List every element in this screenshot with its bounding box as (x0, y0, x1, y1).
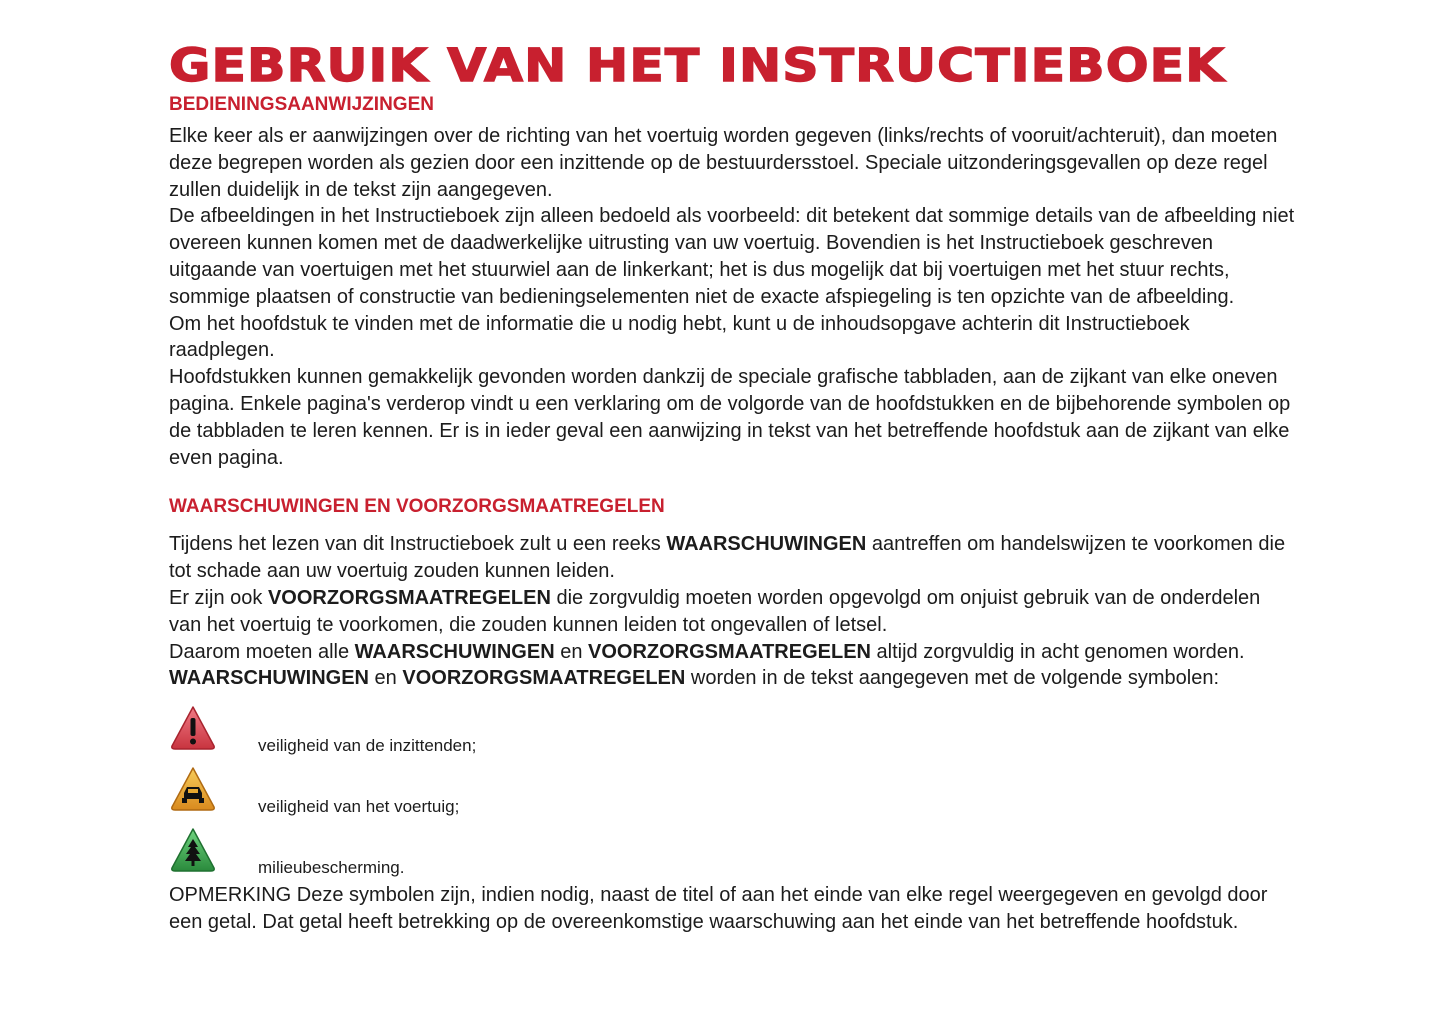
bold-term: VOORZORGSMAATREGELEN (402, 667, 686, 690)
car-warning-icon (169, 765, 217, 813)
text-line: OPMERKING Deze symbolen zijn, indien nodig, naast de titel of aan het einde van elke regel weergegeven en gevolgd door (169, 884, 1268, 907)
text-line: de tabbladen te leren kennen. Er is in ieder geval een aanwijzing in tekst van het betreffende hoofdstuk aan de zijkant van elke (169, 419, 1290, 442)
symbol-legend (169, 704, 1369, 887)
text-line: Hoofdstukken kunnen gemakkelijk gevonden worden dankzij de speciale grafische tabbladen, aan de zijkant van elke oneven (169, 366, 1278, 389)
text-line: van het voertuig te voorkomen, die zouden kunnen leiden tot ongevallen of letsel. (169, 613, 888, 636)
symbol-label: milieubescherming. (258, 858, 405, 878)
bold-term: VOORZORGSMAATREGELEN (588, 640, 871, 663)
text-line: WAARSCHUWINGEN en VOORZORGSMAATREGELEN worden in de tekst aangegeven met de volgende symbolen: (169, 667, 1220, 690)
text-line: Er zijn ook VOORZORGSMAATREGELEN die zorgvuldig moeten worden opgevolgd om onjuist gebruik van de onderdelen (169, 586, 1261, 609)
text-line: uitgaande van voertuigen met het stuurwiel aan de linkerkant; het is dus mogelijk dat bij voertuigen met het stuur rechts, (169, 258, 1230, 281)
symbol-row-vehicle-safety (169, 765, 1369, 826)
bold-term: VOORZORGSMAATREGELEN (267, 586, 551, 609)
text-line: zullen duidelijk in de tekst zijn aangegeven. (169, 178, 553, 201)
tree-warning-icon (169, 826, 217, 874)
text-line: pagina. Enkele pagina's verderop vindt u een verklaring om de volgorde van de hoofdstukken en de bijbehorende symbolen op (169, 392, 1291, 415)
text-line: sommige plaatsen of constructie van bedieningselementen niet de exacte afspiegeling is ten opzichte van de afbeelding. (169, 285, 1235, 308)
exclamation-warning-icon (169, 704, 217, 752)
text-line: een getal. Dat getal heeft betrekking op de overeenkomstige waarschuwing aan het einde van het betreffende hoofdstuk. (169, 910, 1239, 933)
text-line: even pagina. (169, 446, 284, 469)
text-line: Tijdens het lezen van dit Instructieboek zult u een reeks WAARSCHUWINGEN aantreffen om handelswijzen te voorkomen die (169, 533, 1286, 556)
note-paragraph (169, 882, 1369, 936)
section-heading-operating-instructions: BEDIENINGSAANWIJZINGEN (169, 94, 434, 115)
section-body-operating-instructions (169, 123, 1369, 471)
manual-page (169, 40, 1369, 936)
section-heading-warnings: WAARSCHUWINGEN EN VOORZORGSMAATREGELEN (169, 496, 665, 518)
text-line: raadplegen. (169, 339, 275, 362)
symbol-row-occupant-safety (169, 704, 1369, 765)
bold-term: WAARSCHUWINGEN (169, 667, 369, 690)
symbol-label: veiligheid van de inzittenden; (258, 736, 477, 756)
symbol-label: veiligheid van het voertuig; (258, 797, 460, 817)
text-line: Elke keer als er aanwijzingen over de richting van het voertuig worden gegeven (links/rechts of vooruit/achteruit), dan moeten (169, 125, 1278, 147)
text-line: Daarom moeten alle WAARSCHUWINGEN en VOORZORGSMAATREGELEN altijd zorgvuldig in acht genomen worden. (169, 640, 1245, 663)
text-line: deze begrepen worden als gezien door een inzittende op de bestuurdersstoel. Speciale uitzonderingsgevallen op deze regel (169, 151, 1268, 174)
section-body-warnings (169, 531, 1369, 692)
text-line: overeen kunnen komen met de daadwerkelijke uitrusting van uw voertuig. Bovendien is het Instructieboek geschreven (169, 232, 1213, 255)
text-line: tot schade aan uw voertuig zouden kunnen leiden. (169, 560, 615, 583)
symbol-row-environment (169, 826, 1369, 887)
text-line: Om het hoofdstuk te vinden met de informatie die u nodig hebt, kunt u de inhoudsopgave achterin dit Instructieboek (169, 312, 1190, 335)
page-title: GEBRUIK VAN HET INSTRUCTIEBOEK (169, 39, 1226, 92)
bold-term: WAARSCHUWINGEN (666, 533, 867, 556)
text-line: De afbeeldingen in het Instructieboek zijn alleen bedoeld als voorbeeld: dit betekent dat sommige details van de afbeelding niet (169, 205, 1295, 228)
bold-term: WAARSCHUWINGEN (354, 640, 555, 663)
